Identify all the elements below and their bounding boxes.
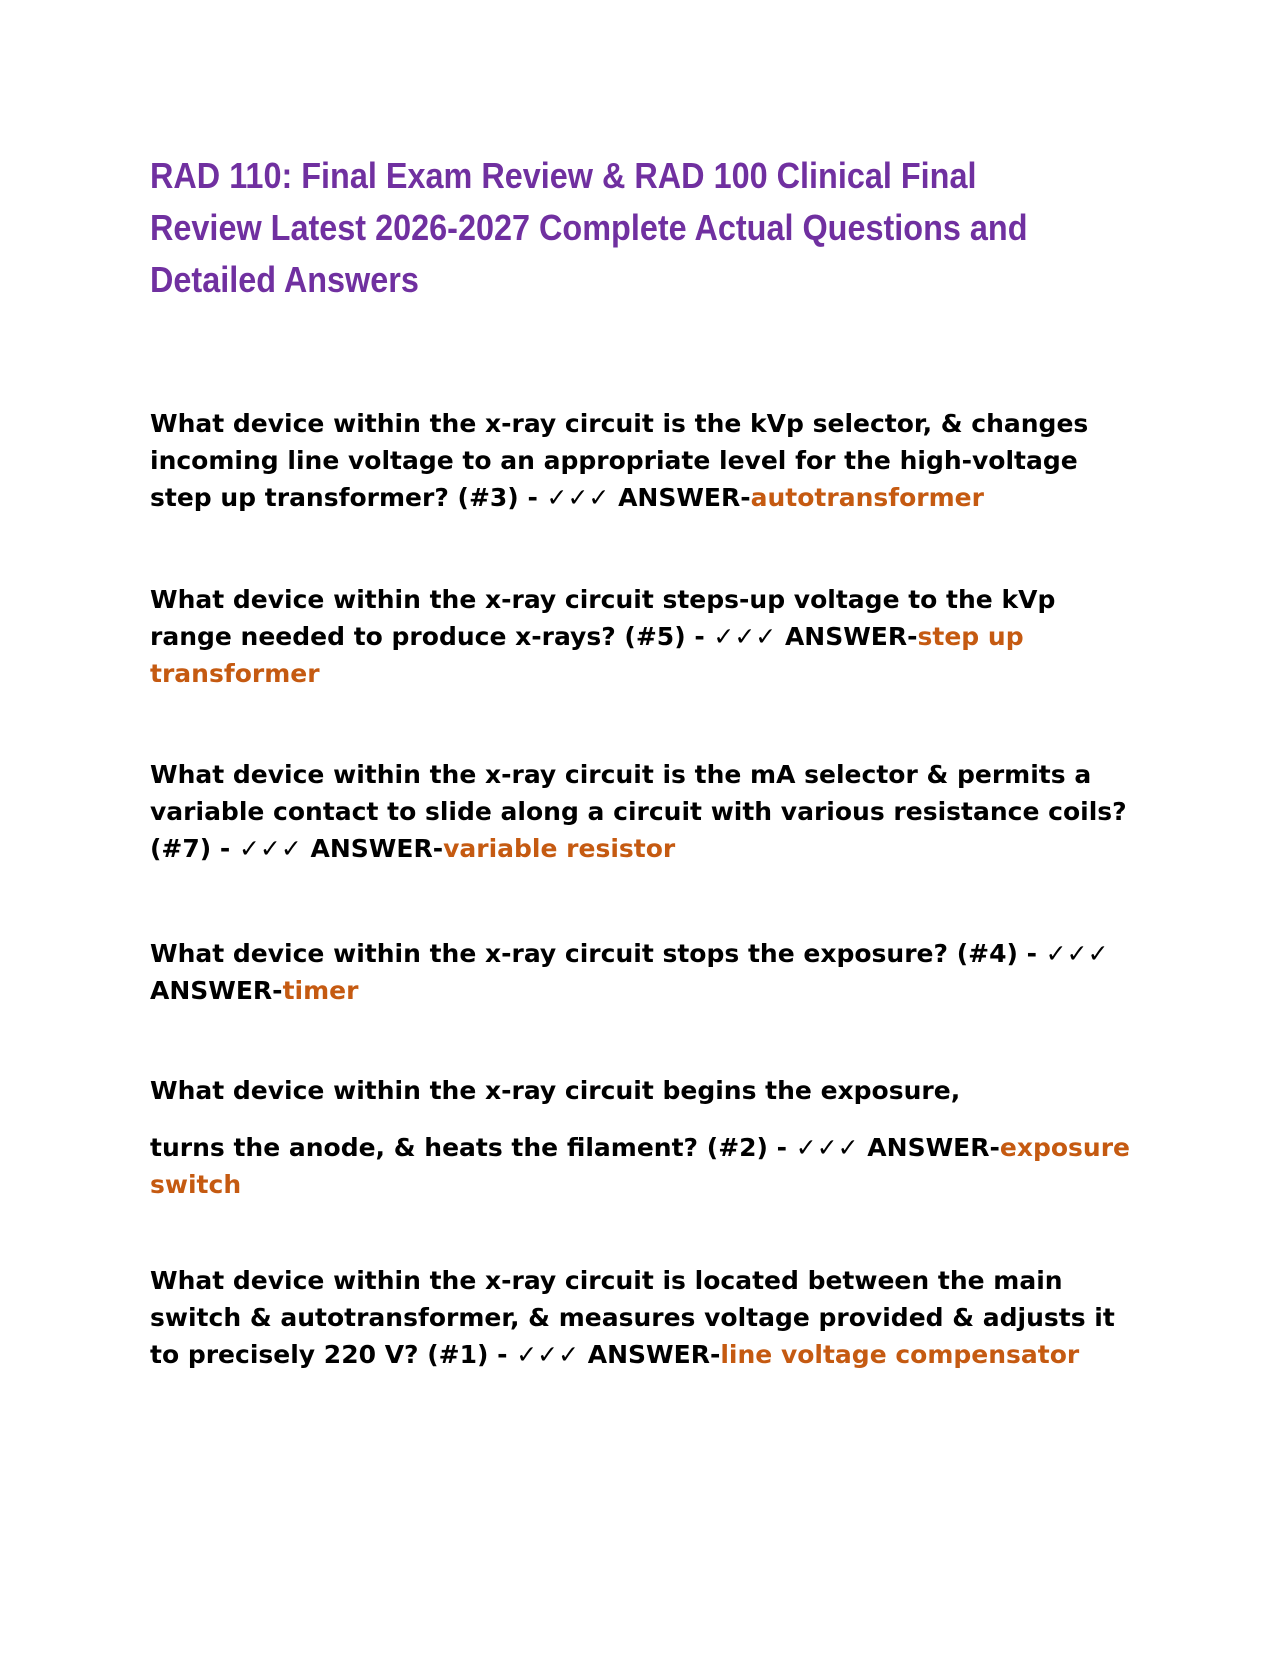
answer-text: line voltage compensator (720, 1340, 1080, 1369)
answer-text: step up transformer (150, 622, 1024, 688)
question-text: What device within the x-ray circuit steps-up voltage to the kVp range needed to produce x-rays? (#5) (150, 585, 1056, 651)
answer-prefix: - ✓✓✓ ANSWER- (488, 1340, 721, 1369)
question-text: What device within the x-ray circuit is located between the main switch & autotransformer, & measures voltage provided & adjusts it to precisely 220 V? (#1) (150, 1266, 1115, 1369)
question-text: turns the anode, & heats the filament? (#2) (150, 1133, 768, 1162)
qa-item (150, 405, 1130, 516)
qa-item (150, 935, 1130, 1009)
question-text: What device within the x-ray circuit begins the exposure, (150, 1076, 961, 1105)
document-title: RAD 110: Final Exam Review & RAD 100 Clinical Final Review Latest 2026-2027 Complete Actual Questions and Detailed Answers (150, 155, 1028, 300)
question-text: What device within the x-ray circuit stops the exposure? (#4) (150, 939, 1018, 968)
question-text-continued (150, 1129, 1130, 1203)
qa-item (150, 1072, 1130, 1203)
answer-prefix: - ✓✓✓ ANSWER- (518, 483, 751, 512)
answer-text: autotransformer (750, 483, 984, 512)
qa-item (150, 581, 1130, 692)
answer-text: exposure switch (150, 1133, 1130, 1199)
qa-item (150, 1262, 1130, 1373)
answer-prefix: - ✓✓✓ ANSWER- (685, 622, 918, 651)
answer-prefix: - ✓✓✓ ANSWER- (767, 1133, 1000, 1162)
question-text: What device within the x-ray circuit is the mA selector & permits a variable contact to slide along a circuit with various resistance coils? (#7) (150, 760, 1127, 863)
question-text: What device within the x-ray circuit is the kVp selector, & changes incoming line voltage to an appropriate level for the high-voltage step up transformer? (#3) (150, 409, 1089, 512)
answer-text: variable resistor (443, 834, 676, 863)
answer-prefix: - ✓✓✓ ANSWER- (150, 939, 1109, 1005)
qa-item (150, 756, 1130, 867)
answer-text: timer (282, 976, 359, 1005)
answer-prefix: - ✓✓✓ ANSWER- (211, 834, 444, 863)
